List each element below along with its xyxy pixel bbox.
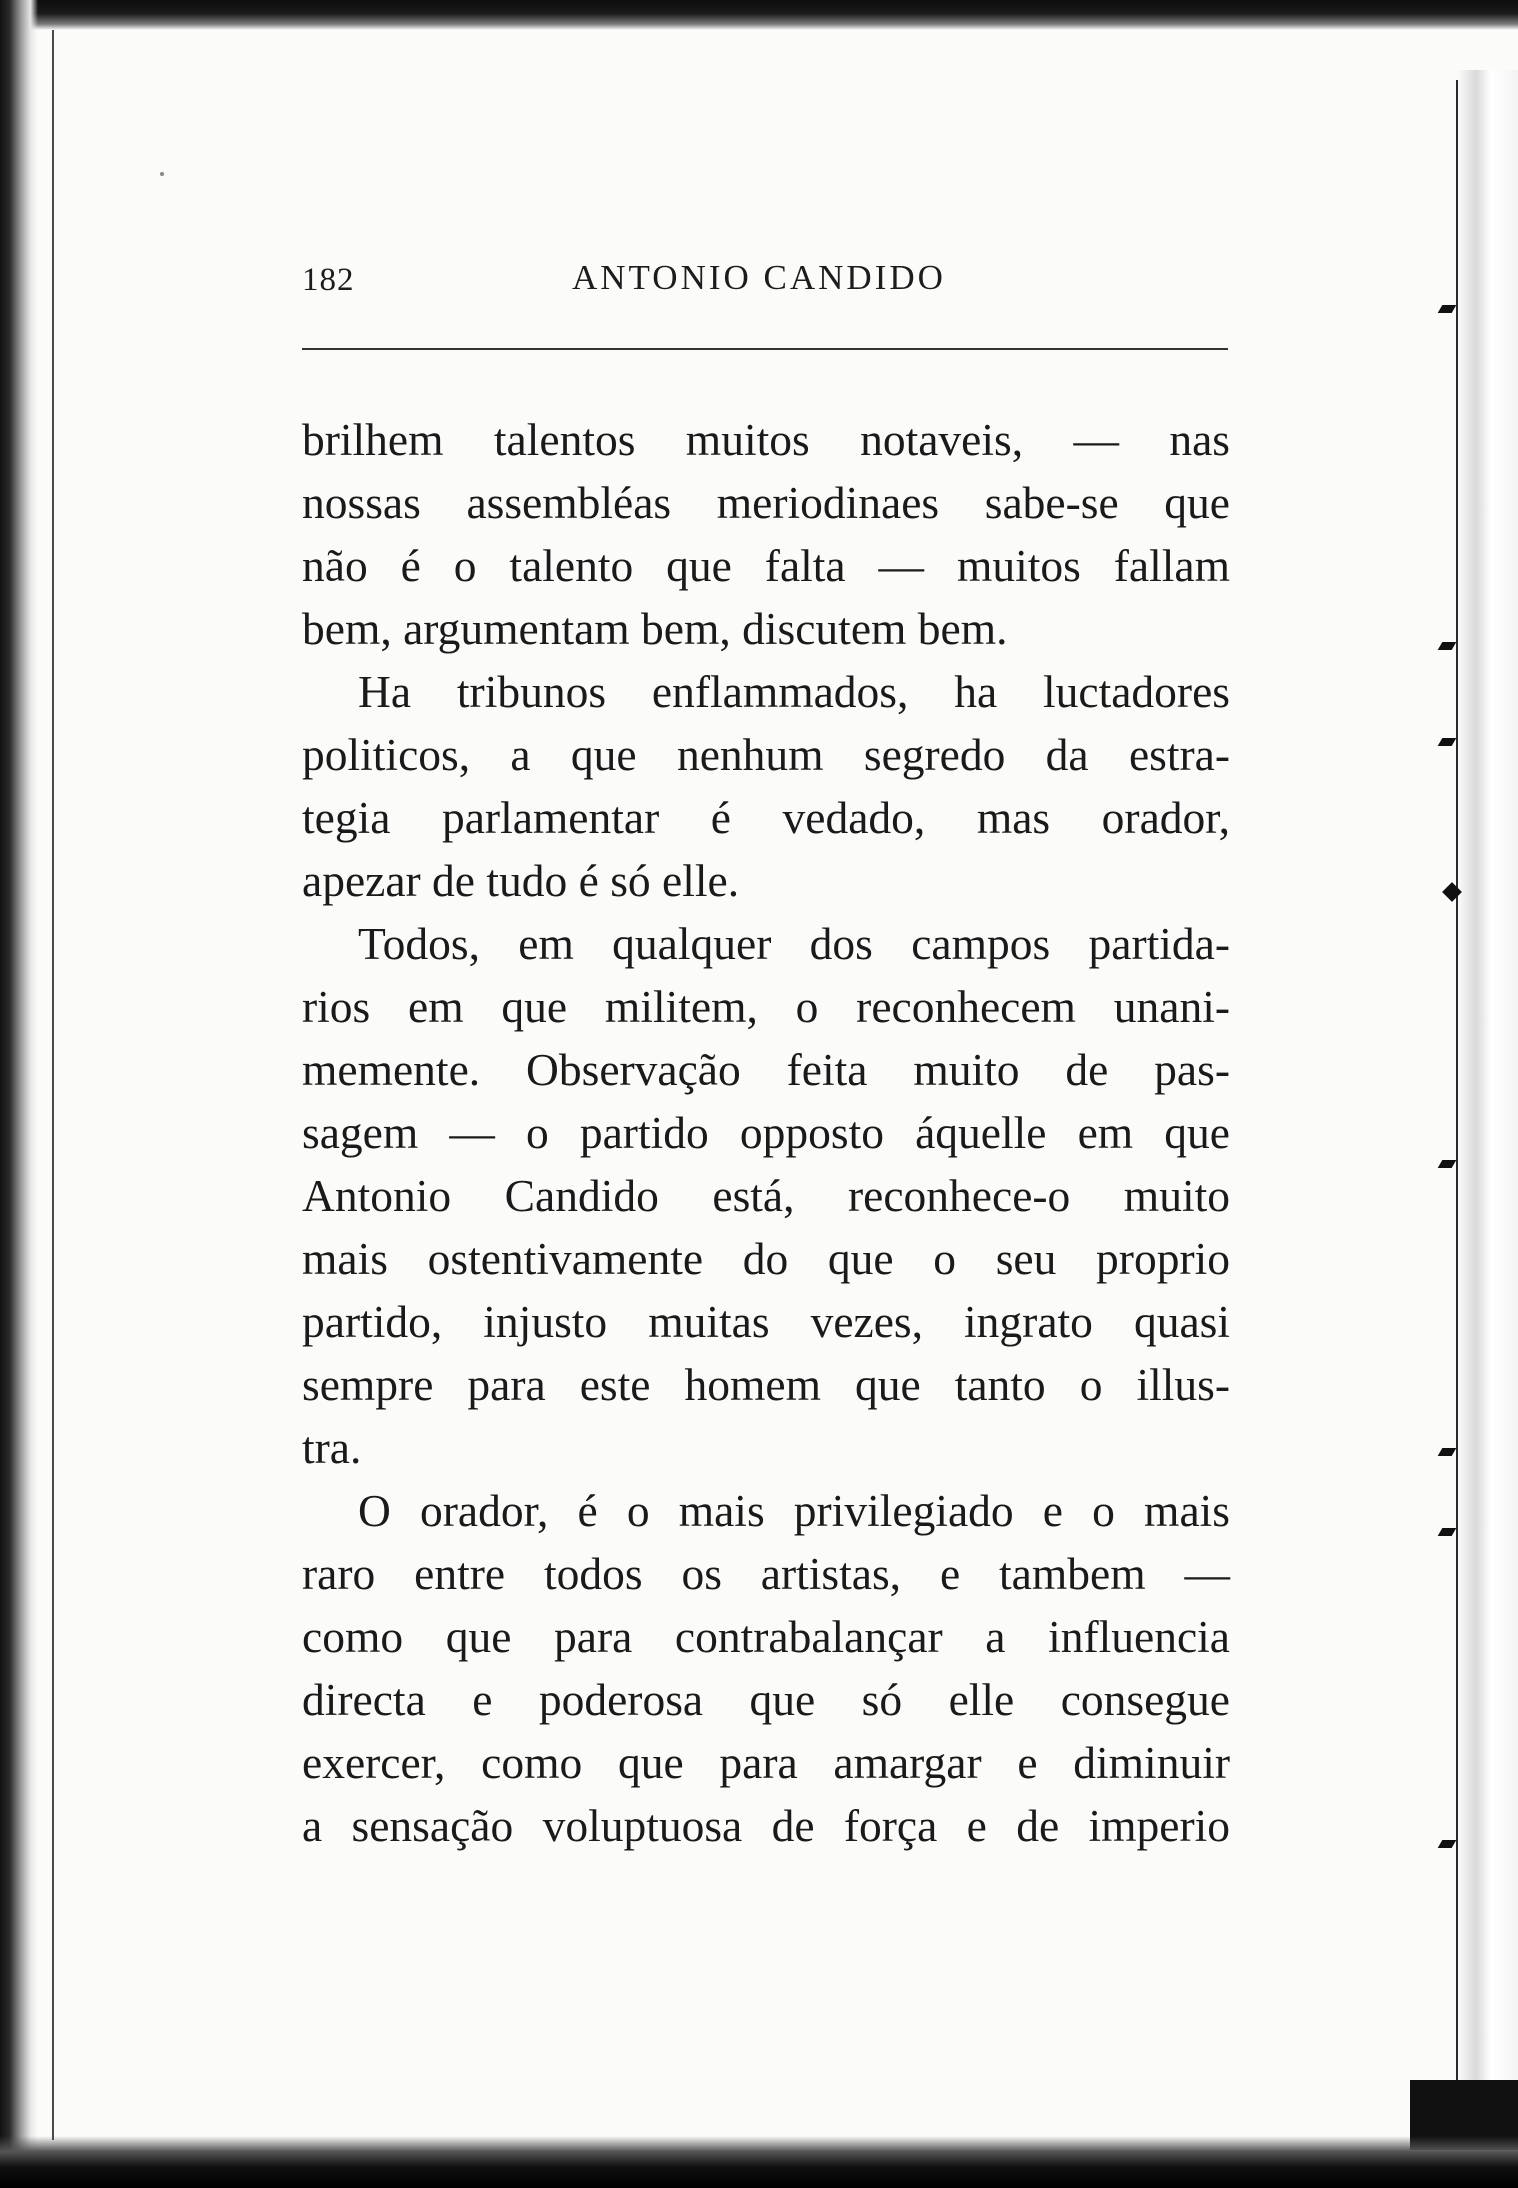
page-header xyxy=(302,258,1230,308)
text-line: sempre para este homem que tanto o illus- xyxy=(302,1359,1230,1410)
margin-mark xyxy=(1438,305,1457,313)
text-line: rios em que militem, o reconhecem unani- xyxy=(302,981,1230,1032)
text-line: exercer, como que para amargar e diminuir xyxy=(302,1737,1230,1788)
page-number: 182 xyxy=(302,262,355,298)
text-line: raro entre todos os artistas, e tambem — xyxy=(302,1548,1230,1599)
text-line: não é o talento que falta — muitos fallam xyxy=(302,540,1230,591)
margin-mark xyxy=(1438,1840,1457,1848)
text-line: politicos, a que nenhum segredo da estra- xyxy=(302,729,1230,780)
margin-mark xyxy=(1438,738,1457,746)
header-rule xyxy=(302,348,1228,350)
text-line: partido, injusto muitas vezes, ingrato quasi xyxy=(302,1296,1230,1347)
text-line: brilhem talentos muitos notaveis, — nas xyxy=(302,414,1230,465)
scan-speck xyxy=(160,172,164,176)
binding-line xyxy=(52,30,54,2140)
text-line: mais ostentivamente do que o seu proprio xyxy=(302,1233,1230,1284)
scan-edge-right xyxy=(1458,70,1518,2150)
text-line: nossas assembléas meriodinaes sabe-se que xyxy=(302,477,1230,528)
text-line: O orador, é o mais privilegiado e o mais xyxy=(358,1485,1230,1536)
scan-edge-left xyxy=(0,0,38,2188)
page-edge-line xyxy=(1456,80,1458,2120)
scan-edge-bottom xyxy=(0,2136,1518,2188)
running-head: ANTONIO CANDIDO xyxy=(572,258,946,297)
margin-mark xyxy=(1438,1160,1457,1168)
text-line: tegia parlamentar é vedado, mas orador, xyxy=(302,792,1230,843)
scan-edge-top xyxy=(0,0,1518,30)
text-line: memente. Observação feita muito de pas- xyxy=(302,1044,1230,1095)
body-text xyxy=(302,408,1230,1857)
text-line: apezar de tudo é só elle. xyxy=(302,855,740,906)
margin-mark xyxy=(1438,642,1457,650)
text-line: directa e poderosa que só elle consegue xyxy=(302,1674,1230,1725)
text-line: bem, argumentam bem, discutem bem. xyxy=(302,603,1008,654)
text-line: a sensação voluptuosa de força e de imperio xyxy=(302,1800,1230,1851)
margin-mark xyxy=(1438,1448,1457,1456)
text-line: tra. xyxy=(302,1422,362,1473)
text-line: Todos, em qualquer dos campos partida- xyxy=(358,918,1230,969)
margin-mark xyxy=(1438,1528,1457,1536)
text-line: sagem — o partido opposto áquelle em que xyxy=(302,1107,1230,1158)
text-line: Ha tribunos enflammados, ha luctadores xyxy=(358,666,1230,717)
text-line: como que para contrabalançar a influencia xyxy=(302,1611,1230,1662)
text-line: Antonio Candido está, reconhece-o muito xyxy=(302,1170,1230,1221)
